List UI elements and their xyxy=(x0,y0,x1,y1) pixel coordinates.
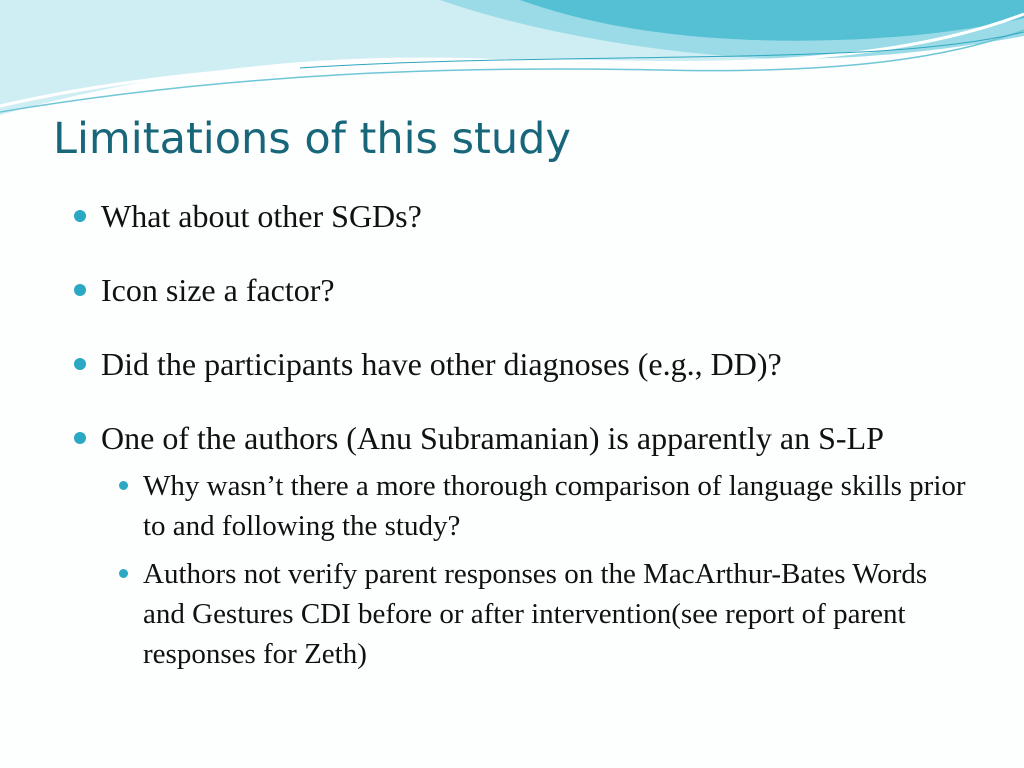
slide-title: Limitations of this study xyxy=(53,114,571,164)
bullet-dot-icon xyxy=(74,284,86,296)
sub-bullet-list xyxy=(119,466,974,674)
sub-bullet-item xyxy=(119,466,974,546)
bullet-list xyxy=(74,194,974,682)
bullet-text: What about other SGDs? xyxy=(101,198,422,234)
sub-bullet-dot-icon xyxy=(119,569,128,578)
sub-bullet-text: Authors not verify parent responses on the MacArthur-Bates Words and Gestures CDI before or after intervention(see report of parent responses for Zeth) xyxy=(143,558,928,670)
bullet-dot-icon xyxy=(74,432,86,444)
header-wave-decoration xyxy=(0,0,1024,120)
bullet-text: Did the participants have other diagnoses (e.g., DD)? xyxy=(101,346,782,382)
bullet-item xyxy=(74,194,974,238)
bullet-item xyxy=(74,342,974,386)
bullet-item xyxy=(74,268,974,312)
bullet-dot-icon xyxy=(74,358,86,370)
sub-bullet-dot-icon xyxy=(119,481,128,490)
bullet-dot-icon xyxy=(74,210,86,222)
bullet-text: Icon size a factor? xyxy=(101,272,335,308)
bullet-item xyxy=(74,416,974,674)
bullet-text: One of the authors (Anu Subramanian) is apparently an S-LP xyxy=(101,420,884,456)
sub-bullet-item xyxy=(119,554,974,674)
sub-bullet-text: Why wasn’t there a more thorough comparison of language skills prior to and following the study? xyxy=(143,470,966,542)
